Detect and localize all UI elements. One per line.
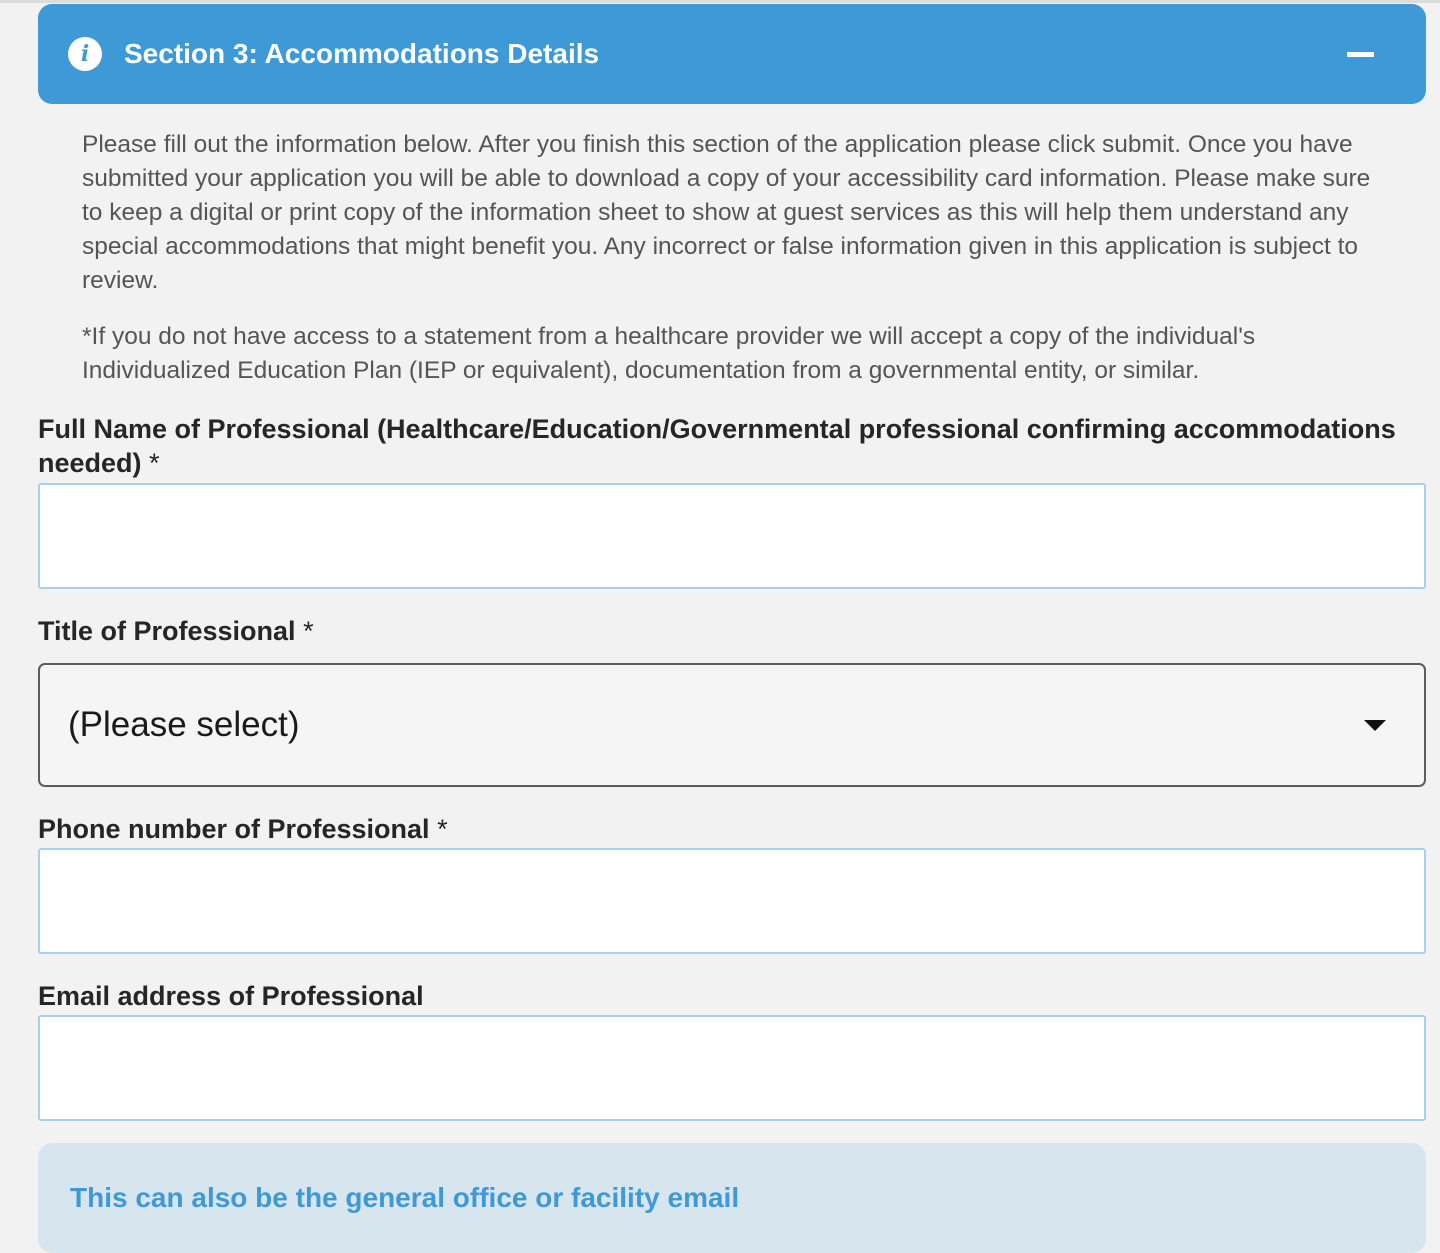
title-label bbox=[38, 614, 1426, 648]
required-mark: * bbox=[149, 448, 160, 478]
top-divider bbox=[0, 0, 1440, 3]
email-input[interactable] bbox=[38, 1015, 1426, 1121]
email-hint-box bbox=[38, 1143, 1426, 1253]
title-group bbox=[38, 614, 1426, 787]
info-icon: i bbox=[68, 37, 102, 71]
phone-label bbox=[38, 812, 1426, 846]
email-group bbox=[38, 979, 1426, 1121]
section-intro bbox=[38, 104, 1426, 388]
phone-input[interactable] bbox=[38, 848, 1426, 954]
title-label-text: Title of Professional bbox=[38, 616, 296, 646]
collapse-minus-icon[interactable] bbox=[1347, 52, 1374, 57]
phone-label-text: Phone number of Professional bbox=[38, 814, 430, 844]
intro-note: *If you do not have access to a statement from a healthcare provider we will accept a copy of the individual's Individualized Education Plan (IEP or equivalent), documentation from a governmental entity, or similar. bbox=[82, 323, 1256, 384]
full-name-label bbox=[38, 412, 1426, 480]
required-mark: * bbox=[437, 814, 448, 844]
email-label: Email address of Professional bbox=[38, 981, 424, 1011]
full-name-group bbox=[38, 412, 1426, 589]
phone-group bbox=[38, 812, 1426, 954]
section-header[interactable] bbox=[38, 4, 1426, 104]
chevron-down-icon bbox=[1364, 720, 1386, 731]
accommodations-section bbox=[38, 4, 1426, 1253]
title-select[interactable] bbox=[38, 663, 1426, 787]
email-hint-text: This can also be the general office or facility email bbox=[70, 1182, 740, 1213]
full-name-label-text: Full Name of Professional (Healthcare/Education/Governmental professional confirming accommodations needed) bbox=[38, 414, 1396, 478]
full-name-input[interactable] bbox=[38, 483, 1426, 589]
intro-paragraph: Please fill out the information below. After you finish this section of the application please click submit. Once you have submitted your application you will be able to download a copy of your accessibility card information. Please make sure to keep a digital or print copy of the information sheet to show at guest services as this will help them understand any special accommodations that might benefit you. Any incorrect or false information given in this application is subject to review. bbox=[82, 131, 1371, 294]
title-select-value: (Please select) bbox=[68, 705, 300, 744]
required-mark: * bbox=[303, 616, 314, 646]
section-title: Section 3: Accommodations Details bbox=[124, 38, 600, 69]
